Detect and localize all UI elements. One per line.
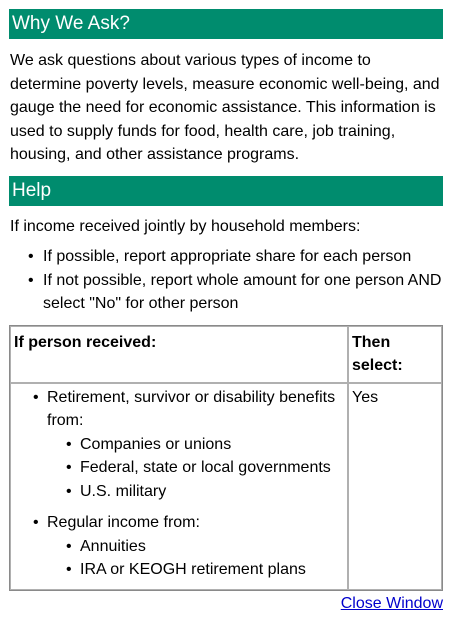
list-item [14, 433, 344, 457]
group-item: Federal, state or local governments [80, 459, 331, 476]
why-we-ask-header: Why We Ask? [9, 9, 443, 39]
bullet-icon: • [33, 514, 39, 531]
group-item: Annuities [80, 537, 146, 555]
close-window-link[interactable]: Close Window [340, 595, 443, 612]
help-header: Help [9, 176, 443, 206]
group-label: Retirement, survivor or disability benefits from: [47, 388, 336, 429]
why-we-ask-text: We ask questions about various types of income to determine poverty levels, measure economic well-being, and gauge the need for economic assistance. This information is used to supply funds for food, health care, job training, housing, and other assistance programs. [10, 52, 440, 163]
bullet-icon: • [66, 435, 72, 453]
bullet-icon: • [33, 388, 39, 406]
bullet-icon: • [66, 482, 72, 500]
list-item [14, 480, 344, 504]
bullet-icon: • [66, 561, 72, 578]
list-item [14, 511, 344, 535]
help-bullet-list [9, 245, 443, 316]
col-header-received: If person received: [10, 326, 348, 383]
help-intro: If income received jointly by household members: [10, 217, 361, 235]
group-item: IRA or KEOGH retirement plans [80, 561, 306, 578]
group-item: Companies or unions [80, 435, 232, 453]
table-row [10, 383, 442, 590]
col-header-select: Then select: [348, 326, 442, 383]
bullet-icon: • [66, 537, 72, 555]
list-item [9, 269, 443, 316]
bullet-text: If not possible, report whole amount for one person AND select "No" for other person [43, 271, 442, 312]
list-item [9, 245, 443, 269]
select-answer: Yes [348, 383, 442, 590]
list-item [14, 456, 344, 480]
bullet-text: If possible, report appropriate share for each person [43, 248, 412, 265]
help-panel [9, 9, 443, 591]
bullet-icon: • [28, 271, 34, 289]
group-item: U.S. military [80, 482, 167, 500]
list-item [14, 558, 344, 582]
income-table [9, 325, 443, 591]
bullet-icon: • [66, 459, 72, 476]
list-item [14, 535, 344, 559]
list-item [14, 386, 344, 433]
group-label: Regular income from: [47, 514, 200, 531]
table-header-row [10, 326, 442, 383]
bullet-icon: • [28, 248, 34, 265]
received-cell [10, 383, 348, 590]
